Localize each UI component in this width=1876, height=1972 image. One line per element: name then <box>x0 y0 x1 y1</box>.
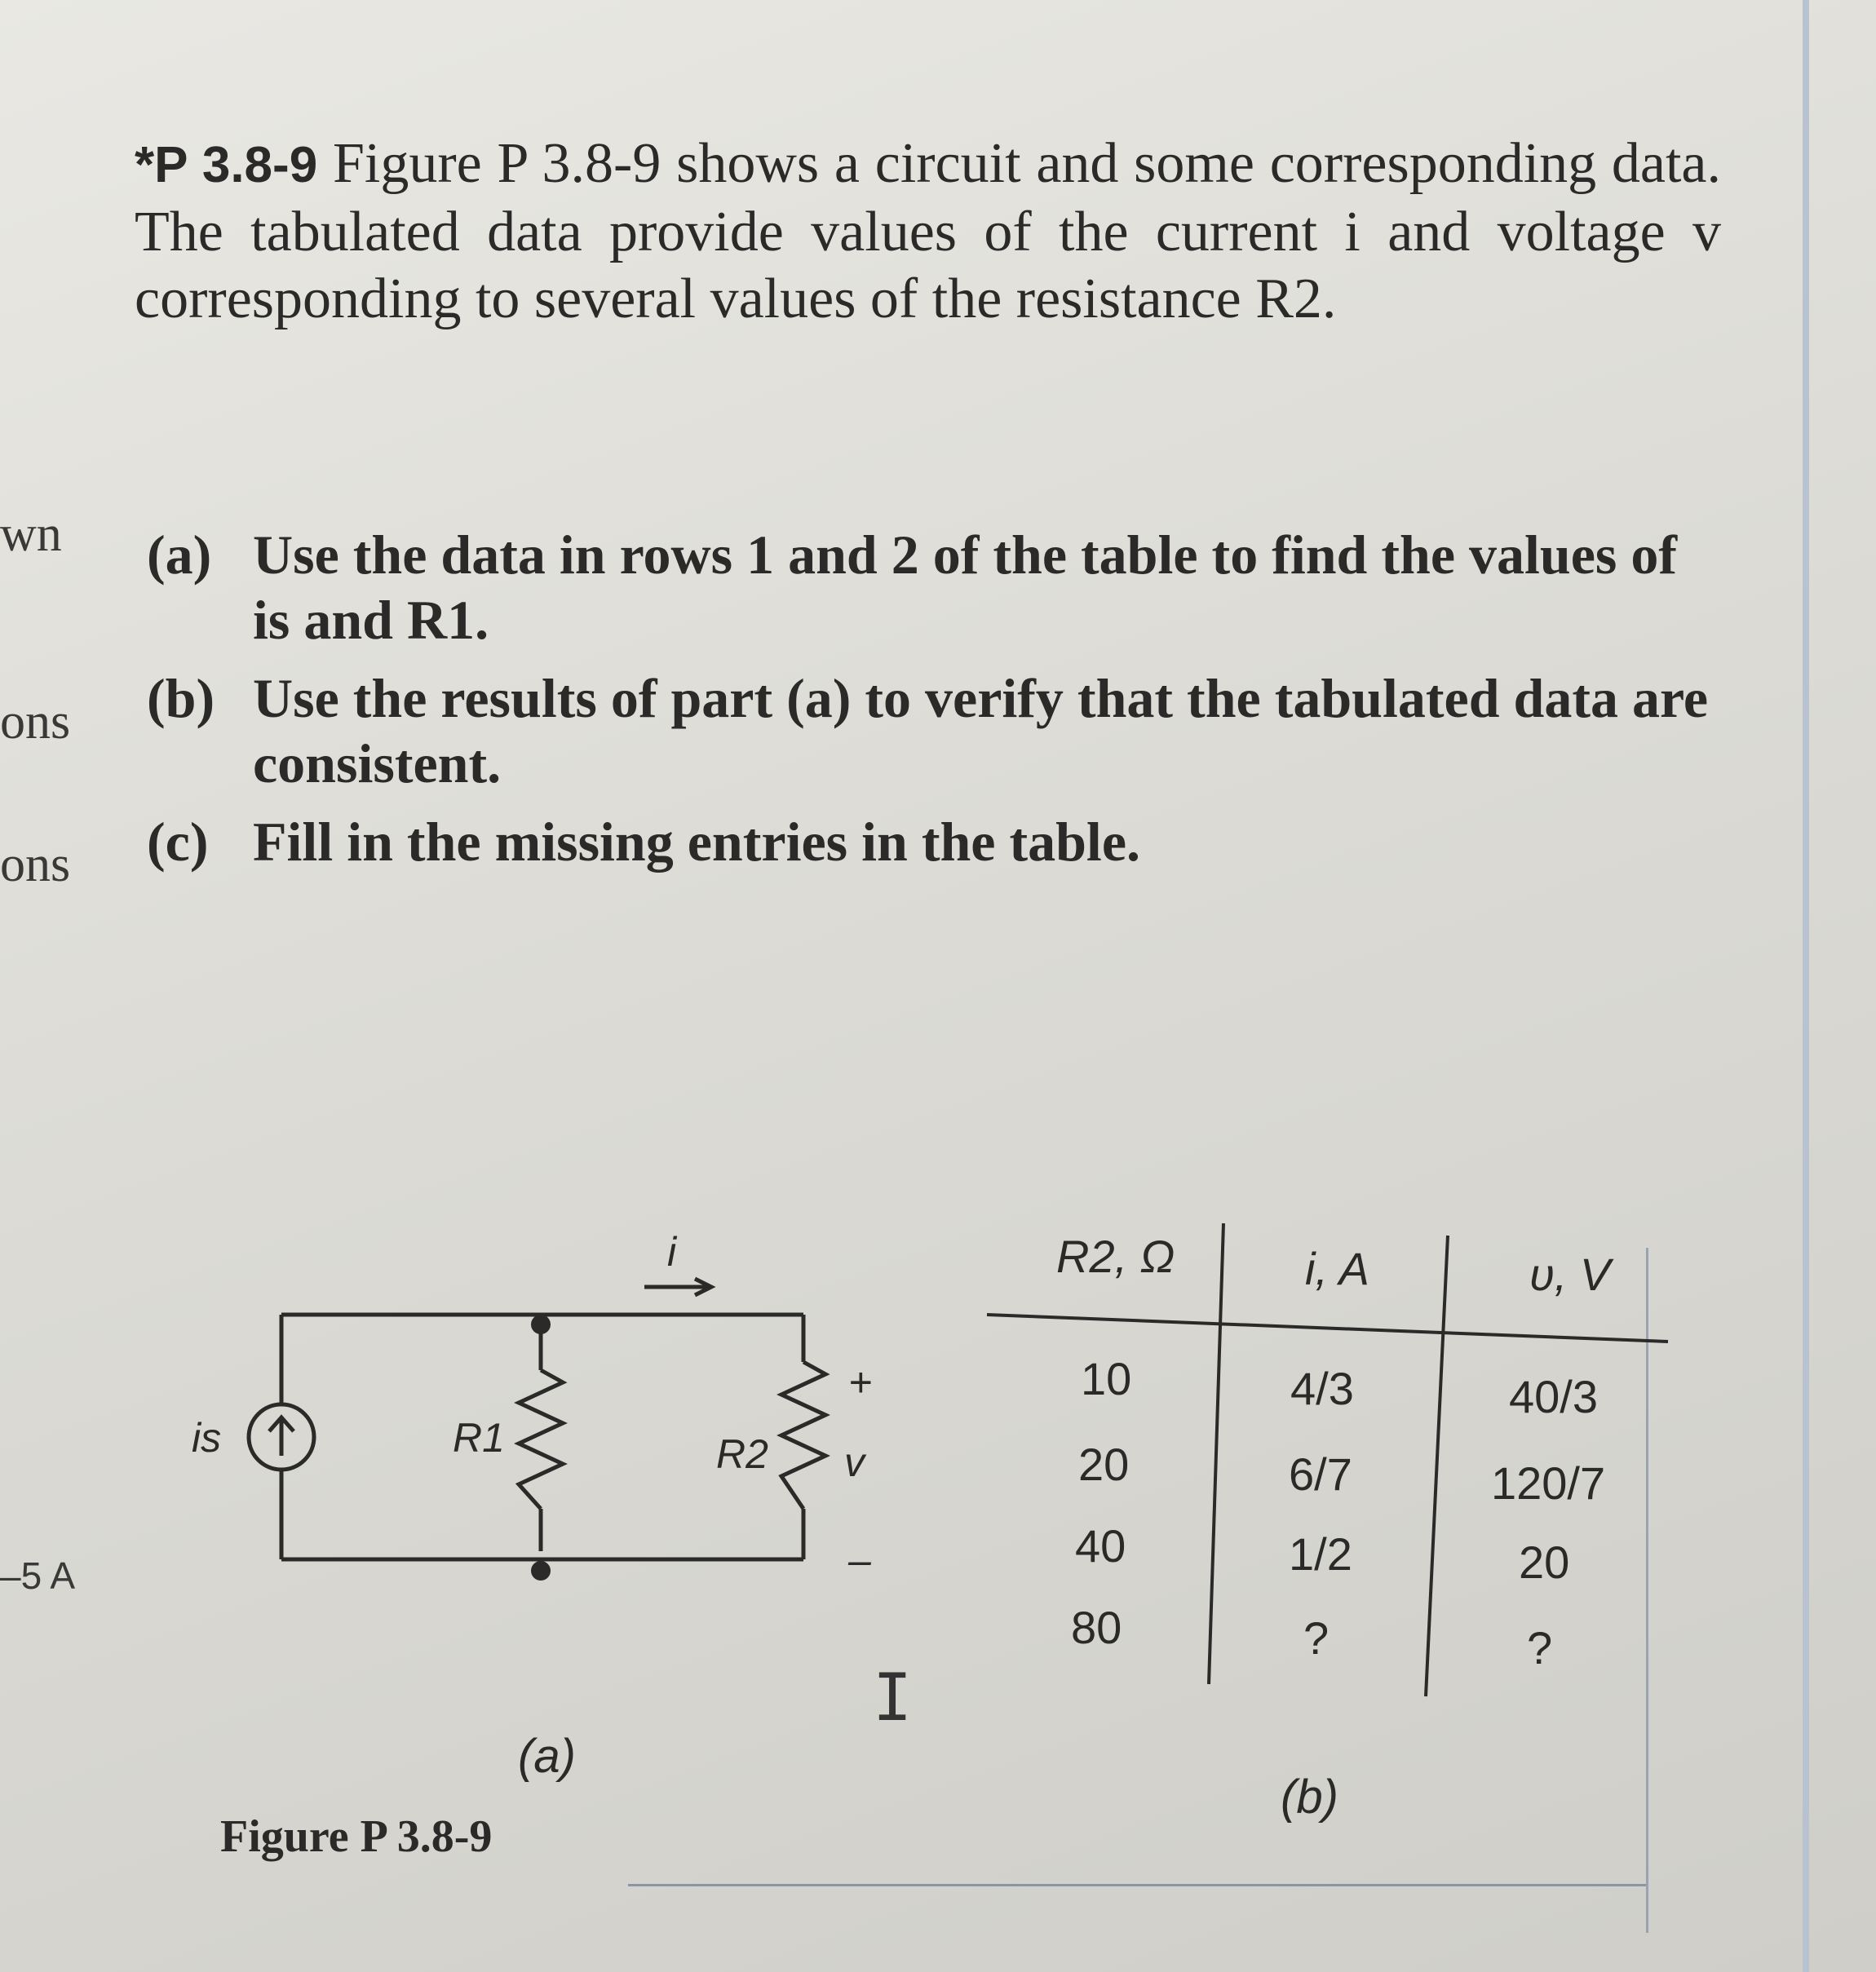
part-c-label: (c) <box>147 811 209 873</box>
part-b-text: Use the results of part (a) to verify that the tabulated data are consistent. <box>253 667 1709 794</box>
table-col-divider-1 <box>1209 1223 1223 1684</box>
voltage-label: v <box>844 1439 865 1485</box>
table-row-4-i: ? <box>1303 1612 1330 1664</box>
r1-label: R1 <box>453 1415 505 1461</box>
top-node-dot <box>531 1315 551 1334</box>
table-header-r2: R2, Ω <box>1056 1231 1175 1282</box>
part-a-label: (a) <box>147 524 212 586</box>
problem-text: Figure P 3.8-9 shows a circuit and some corresponding data. The tabulated data provide values of the current i and voltage v corresponding to several values of the resistance R2. <box>135 132 1721 330</box>
table-header-v: υ, V <box>1529 1249 1611 1300</box>
table-row-2-v: 120/7 <box>1491 1457 1606 1509</box>
table-row-4-r2: 80 <box>1071 1602 1122 1653</box>
r2-resistor-icon <box>781 1362 825 1509</box>
part-b-label: (b) <box>147 667 215 729</box>
table-col-divider-2 <box>1426 1236 1448 1696</box>
margin-text-2: ons <box>0 694 71 749</box>
table-row-3-i: 1/2 <box>1289 1528 1352 1580</box>
table-row-4-v: ? <box>1527 1622 1553 1674</box>
minus-sign: – <box>848 1537 871 1583</box>
part-a-text: Use the data in rows 1 and 2 of the table to find the values of is and R1. <box>253 524 1678 651</box>
margin-text-4: –5 A <box>0 1554 76 1597</box>
r1-resistor-icon <box>519 1370 563 1509</box>
part-c-text: Fill in the missing entries in the table. <box>253 811 1140 873</box>
table-row-3-r2: 40 <box>1075 1520 1126 1572</box>
figure-title: Figure P 3.8-9 <box>220 1811 493 1862</box>
margin-text-3: ons <box>0 837 71 892</box>
margin-text-1: wn <box>0 506 62 562</box>
caption-a: (a) <box>518 1730 576 1783</box>
bottom-node-dot <box>531 1561 551 1581</box>
table-row-2-i: 6/7 <box>1289 1448 1352 1500</box>
r2-label: R2 <box>716 1431 768 1477</box>
table-row-1-r2: 10 <box>1081 1353 1132 1404</box>
table-header-i: i, A <box>1305 1243 1369 1294</box>
plus-sign: + <box>848 1360 873 1405</box>
caption-b: (b) <box>1281 1771 1338 1824</box>
table-row-1-v: 40/3 <box>1509 1371 1598 1422</box>
table-header-rule <box>987 1315 1668 1342</box>
current-label: i <box>667 1229 677 1275</box>
table-row-2-r2: 20 <box>1078 1439 1130 1490</box>
text-cursor-icon: I <box>873 1660 913 1735</box>
table-row-3-v: 20 <box>1519 1536 1570 1588</box>
data-table <box>987 1223 1668 1696</box>
table-row-1-i: 4/3 <box>1290 1363 1354 1414</box>
source-label: is <box>192 1415 222 1461</box>
problem-number: *P 3.8-9 <box>135 137 318 193</box>
